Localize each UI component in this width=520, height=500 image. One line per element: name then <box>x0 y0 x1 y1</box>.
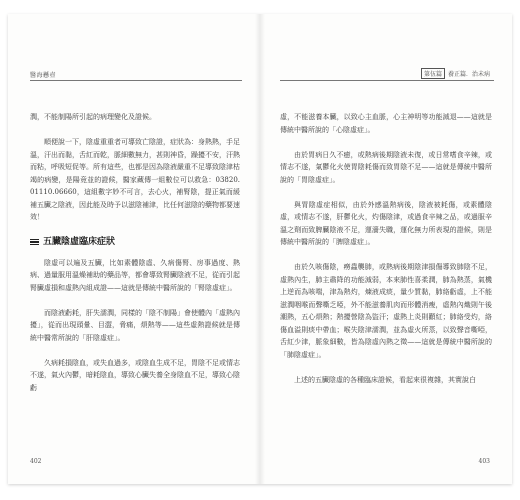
page-number-right: 403 <box>478 458 490 465</box>
running-head-title: 養正篇．治未病 <box>447 71 490 78</box>
right-page <box>260 14 512 484</box>
left-page <box>8 14 260 484</box>
paragraph: 久病耗損陰血，或失血過多，或陰血生成不足，胃陰不足或情志不遂，氣火內鬱，暗耗陰血，導致心臟失養全身陰血不足，導致心陰虧 <box>30 358 240 392</box>
paragraph: 由於久咳傷陰，癆蟲襲肺，或熱病後期陰津損傷導致肺陰不足，虛熱內生，肺主肅降的功能減弱，本來肺性喜柔潤，肺為熱蒸，氣機上逆而為咳喘，津為熱灼，煉液成痰，量少質黏，肺絡虧虛，上不能滋潤咽喉而聲嘶乏啞，外不能滋養肌肉而形體消瘦，虛熱內熾則午後潮熱，五心煩熱；熱擾營陰為盜汗；虛熱上炎則顴紅；肺絡受灼，絡傷血溢則痰中帶血；喉失陰津濡潤，並為虛火所蒸，以致聲音嘶啞，舌紅少津，脈象細數，皆為陰虛內熱之徵——這就是傳統中醫所說的「肺陰虛症」。 <box>280 263 492 359</box>
section-heading <box>30 236 240 249</box>
header-rule-left <box>30 80 242 81</box>
left-page-body <box>30 111 240 407</box>
running-head-left: 醫海懸壺 <box>30 72 57 79</box>
paragraph: 潤，不能制陽所引起的病理變化及證候。 <box>30 113 156 121</box>
section-heading-text: 五臟陰虛臨床症狀 <box>43 237 116 247</box>
paragraph: 虛，不能滋養本臟，以致心主血脈，心主神明等功能減退——這就是傳統中醫所說的「心陰虛症」。 <box>280 113 492 134</box>
paragraph: 與胃陰虛症相似，由於外感溫熱病後，陰液被耗傷，或素體陰虛，或情志不遂，肝鬱化火，灼傷陰津，或過食辛辣之品，或過服辛溫之劑而致脾臟陰液不足，運濇失職，運化無力所表現的證候，則是傳統中醫所說的「脾陰虛症」。 <box>280 200 492 246</box>
paragraph: 而陰液虧耗，肝失濡潤，同樣的「陰不制陽」會使體內「虛熱內擾」，從而出現頭暈、目澀，脅痛，煩熱等——這些虛熱證候就是傳統中醫常所說的「肝陰虛症」。 <box>30 308 240 342</box>
section-tag: 第伍篇 <box>421 68 445 79</box>
paragraph: 陰虛可以遍及五臟，比如素體陰虛、久病傷腎、房事過度、熱病、過量服用溫燥補助的藥品等，都會導致腎臟陰液不足，從而引起腎臟虛損和虛熱內組成證——這就是傳統中醫所說的「腎陰虛症」。 <box>30 258 240 292</box>
page-number-left: 402 <box>30 458 42 465</box>
right-page-body <box>280 111 492 399</box>
paragraph: 上述的五臟陰虛的各種臨床證候，看起來很複雜，其實說白 <box>294 375 476 384</box>
paragraph: 順便說一下，陰虛重重者可導致亡陰證，症狀為：身熱熱，手足溫，汗出而黏，舌紅而乾，脈細數無力，甚則神昏，躁擾不安，汗熱而粘，呼吸短促等。所有這些，也都是因為陰液嚴重不足導致陰津枯竭的病變，是陽竟並的證候，醫家藏傳一組數位可以救急：03820.01110.06660，這組數字妙不可言，去心火，補腎陰，提正氣而緩補五臟之陰液，因此能及時予以滋陰補津，比任何滋陰的藥物都要速效！ <box>30 138 240 221</box>
paragraph: 由於胃病日久不癒，或熱病後期陰液未復，或日常嗜食辛辣，或情志不遂，氣鬱化火使胃陰耗傷而致胃陰不足——這就是傳統中醫所說的「胃陰虛症」。 <box>280 150 492 184</box>
header-rule-right <box>280 80 494 81</box>
running-head-right <box>421 68 490 79</box>
trigram-icon <box>30 238 39 247</box>
